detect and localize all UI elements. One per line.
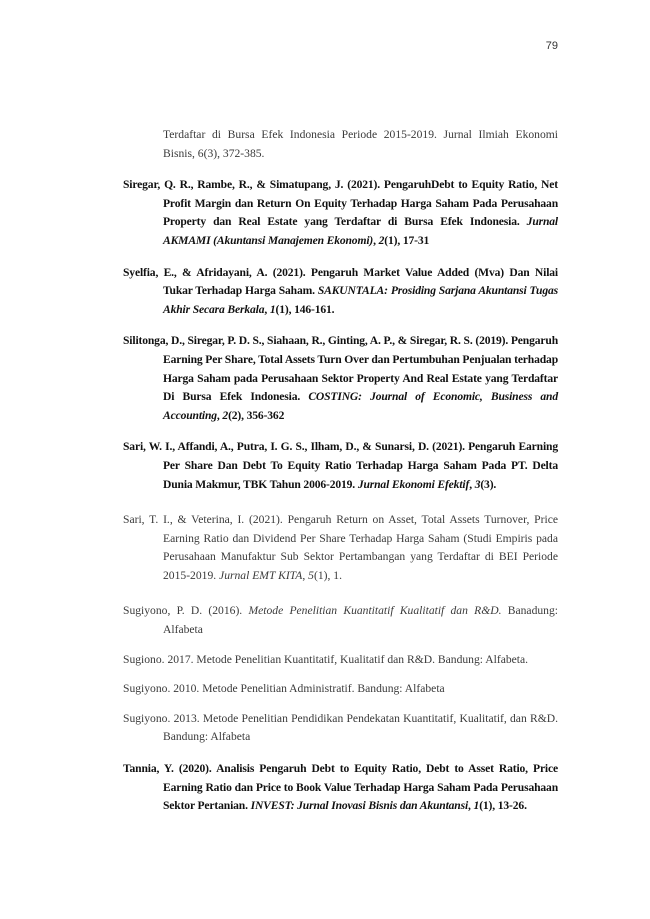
reference-text: , [373, 233, 379, 247]
reference-text: Siregar, Q. R., Rambe, R., & Simatupang, J. (2021). PengaruhDebt to Equity Ratio, Net Profit Margin dan Return On Equity Terhadap Harga Saham Pada Perusahaan Property dan Real Estate yang Terdaftar di Bursa Efek Indonesia. [123, 178, 558, 229]
reference-italic-text: Jurnal Ekonomi Efektif [357, 477, 470, 491]
reference-text: Terdaftar di Bursa Efek Indonesia Periode 2015-2019. Jurnal Ilmiah Ekonomi Bisnis, 6(3), 372-385. [163, 128, 558, 160]
reference-text: Sugiyono, P. D. (2016). [123, 604, 249, 618]
reference-text: Banadung: Alfabeta [163, 604, 558, 637]
page-number: 79 [545, 40, 558, 52]
reference-italic-text: Jurnal EMT KITA [219, 568, 303, 582]
reference-text: (1), 146-161. [275, 302, 335, 316]
reference-text: , [468, 799, 474, 813]
reference-text: , [302, 568, 309, 582]
reference-text: Sugiono. 2017. Metode Penelitian Kuantitatif, Kualitatif dan R&D. Bandung: Alfabeta. [123, 652, 529, 666]
reference-text: (3). [480, 477, 497, 491]
reference-text: , [264, 302, 270, 316]
reference-italic-text: 5 [308, 568, 314, 582]
reference-italic-text: INVEST: Jurnal Inovasi Bisnis dan Akuntansi [250, 799, 469, 813]
reference-entry [123, 680, 558, 699]
reference-italic-text: 1 [269, 302, 276, 316]
reference-italic-text: Metode Penelitian Kuantitatif Kualitatif dan R&D. [248, 604, 502, 618]
reference-entry [123, 710, 558, 747]
reference-text: Tannia, Y. (2020). Analisis Pengaruh Debt to Equity Ratio, Debt to Asset Ratio, Price Earning Ratio dan Price to Book Value Terhadap Harga Saham Pada Perusahaan Sektor Pertanian. [123, 762, 558, 813]
reference-text: Sari, T. I., & Veterina, I. (2021). Pengaruh Return on Asset, Total Assets Turnover, Price Earning Ratio dan Dividend Per Share Terhadap Harga Saham (Studi Empiris pada Perusahaan Manufaktur Sub Sektor Pertambangan yang Terdaftar di BEI Periode 2015-2019. [123, 513, 558, 582]
reference-text: Sugiyono. 2013. Metode Penelitian Pendidikan Pendekatan Kuantitatif, Kualitatif, dan R&D. Bandung: Alfabeta [123, 711, 558, 744]
reference-entry [123, 176, 558, 250]
reference-italic-text: 2 [222, 408, 229, 422]
reference-text: , [469, 477, 475, 491]
reference-italic-text: 2 [378, 233, 385, 247]
reference-text: , [216, 408, 223, 422]
reference-entry [123, 126, 558, 163]
reference-italic-text: Jurnal AKMAMI (Akuntansi Manajemen Ekonomi) [163, 215, 558, 247]
reference-text: (1), 17-31 [384, 233, 430, 247]
reference-entry [123, 602, 558, 639]
reference-entry [123, 651, 558, 670]
reference-italic-text: 3 [474, 477, 481, 491]
reference-italic-text: SAKUNTALA: Prosiding Sarjana Akuntansi Tugas Akhir Secara Berkala [163, 284, 559, 316]
reference-list [123, 126, 558, 816]
reference-text: (2), 356-362 [228, 408, 285, 422]
reference-text: Syelfia, E., & Afridayani, A. (2021). Pengaruh Market Value Added (Mva) Dan Nilai Tukar Terhadap Harga Saham. [123, 265, 558, 298]
reference-entry [123, 511, 558, 585]
reference-entry [123, 438, 558, 494]
reference-text: (1), 13-26. [479, 799, 527, 813]
reference-entry [123, 760, 558, 816]
reference-italic-text: 1 [473, 799, 480, 813]
reference-text: Sugiyono. 2010. Metode Penelitian Administratif. Bandung: Alfabeta [123, 682, 445, 696]
reference-entry [123, 332, 558, 425]
reference-text: Silitonga, D., Siregar, P. D. S., Siahaan, R., Ginting, A. P., & Siregar, R. S. (2019). Pengaruh Earning Per Share, Total Assets Turn Over dan Pertumbuhan Penjualan terhadap Harga Saham pada Perusahaan Sektor Property And Real Estate yang Terdaftar Di Bursa Efek Indonesia. [123, 334, 558, 404]
reference-entry [123, 264, 558, 320]
reference-text: Sari, W. I., Affandi, A., Putra, I. G. S., Ilham, D., & Sunarsi, D. (2021). Pengaruh Earning Per Share Dan Debt To Equity Ratio Terhadap Harga Saham Pada PT. Delta Dunia Makmur, TBK Tahun 2006-2019. [123, 440, 558, 491]
reference-italic-text: COSTING: Journal of Economic, Business and Accounting [163, 390, 558, 422]
reference-text: (1), 1. [313, 568, 342, 582]
